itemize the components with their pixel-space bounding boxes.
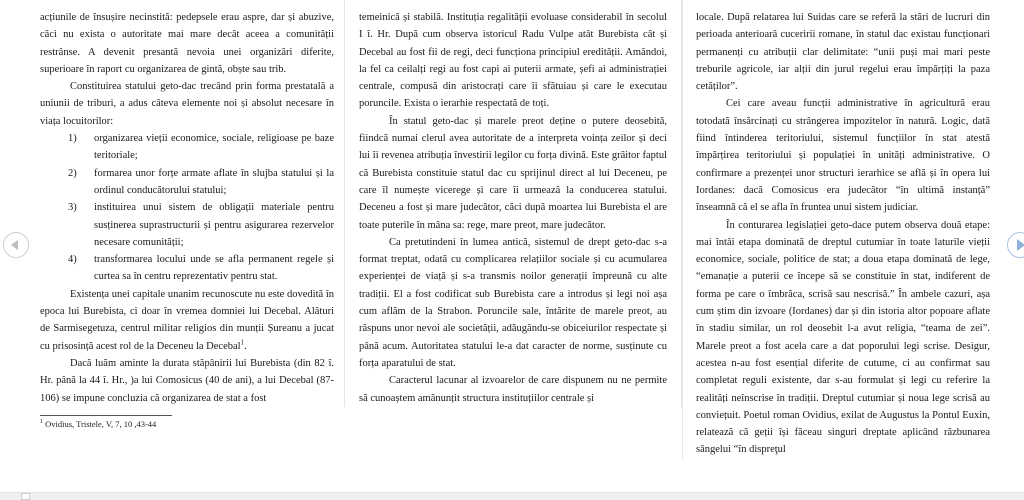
list-number: 2) [68, 167, 77, 179]
paragraph-text: Existența unei capitale unanim recunoscute nu este dovedită în epoca lui Burebista, ci doar în vremea domniei lui Decebal. Alături de Sarmisegetuza, centrul militar religios din munții Șureanu a jucat cu prisosință acest rol de la Deceneu la Decebal [40, 288, 334, 352]
scrollbar-handle[interactable] [21, 493, 30, 500]
page-middle-body [359, 0, 667, 407]
paragraph: Ca pretutindeni în lumea antică, sistemul de drept geto-dac s-a format treptat, odată cu complicarea relațiilor sociale și cu acumularea experienței de viață și s-a transmis noilor generații împreună cu alte tradiții. El a fost codificat sub Burebista care a introdus și legi noi așa cum aflăm de la Strabon. Poruncile sale, întărite de marele preot, au răspuns unor nevoi ale societății, adăugându-se obiceiurilor respectate și până acum. Autoritatea statului le-a dat caracter de norme, susținute cu forța aparatului de stat. [359, 236, 667, 369]
page-right [682, 0, 1004, 459]
chevron-right-icon [1017, 239, 1024, 251]
list-item-text: organizarea vieții economice, sociale, religioase pe baze teritoriale; [94, 133, 334, 162]
page-middle [344, 0, 682, 407]
list-item-text: instituirea unui sistem de obligații materiale pentru susținerea suprastructurii și pentru asigurarea rezervelor necesare comunității; [94, 202, 334, 248]
horizontal-scrollbar[interactable] [0, 492, 1024, 500]
footnote-number: 1 [40, 419, 43, 425]
footnote-reference[interactable]: 1 [240, 338, 245, 347]
chevron-left-icon [11, 240, 18, 250]
list-item [40, 165, 334, 200]
paragraph: Constituirea statului geto-dac trecând prin forma prestatală a uniunii de triburi, a adus câteva elemente noi și absolut necesare în viața locuitorilor: [40, 81, 334, 127]
list-number: 3) [68, 202, 77, 214]
footnote [40, 419, 334, 430]
list-item-text: transformarea locului unde se afla permanent regele și curtea sa în centru reprezentativ pentru stat. [94, 254, 334, 283]
list-item-text: formarea unor forțe armate aflate în slujba statului și la ordinul conducătorului statului; [94, 167, 334, 196]
footnote-text: Ovidius, Tristele, V, 7, 10 ,43-44 [45, 418, 157, 429]
paragraph: Caracterul lacunar al izvoarelor de care dispunem nu ne permite să cunoaștem amănunțit structura instituțiilor centrale și [359, 375, 667, 404]
paragraph: locale. După relatarea lui Suidas care se referă la stări de lucruri din perioada anterioară cuceririi romane, în statul dac existau funcționari permanenți cu atribuții clar delimitate: “unii puși mai mari peste treburile agricole, iar alții din jurul regelui erau împărțiți la paza cetăților”. [696, 12, 990, 93]
paragraph: Dacă luăm aminte la durata stăpânirii lui Burebista (din 82 î. Hr. până la 44 î. Hr., )a lui Comosicus (40 de ani), a lui Decebal (87-106) se impune concluzia că organizarea de stat a fost [40, 357, 334, 404]
footnote-area [40, 415, 334, 430]
paragraph: În conturarea legislației geto-dace putem observa două etape: mai întâi etapa dominată de dreptul cutumiar în toate laturile vieții economice, sociale, politice de stat; a doua etapa dominată de lege, “emanație a puterii ce începe să se constituie în stat, indiferent de forma pe care o îmbrăca, scrisă sau nescrisă.” În ambele cazuri, așa cum știm din izvoare (Iordanes) dar și din istoria altor popoare aflate în stadiu similar, un rol deosebit l-a avut religia, “teama de zei”. Marele preot a fost acela care a dat poporului legi scrise. Desigur, acestea n-au fost esențial diferite de cutume, ci au confirmat sau completat reguli existente, dar s-au formulat și legi cu referire la realități neînscrise în tradiții. Dreptul cutumiar și noua lege scrisă au conviețuit. Poetul roman Ovidius, exilat de Augustus la Pontul Euxin, relatează că geții își făceau singuri dreptate aplicând răzbunarea sângelui “în dispreţul [696, 219, 990, 456]
paragraph: acțiunile de însușire necinstită: pedepsele erau aspre, dar și abuzive, căci nu exista o autoritate mai mare decât aceea a comunității restrânse. A devenit presantă nevoia unei organizări diferite, superioare în raport cu organizarea de gintă, obște sau trib. [40, 12, 334, 75]
paragraph: În statul geto-dac și marele preot deține o putere deosebită, fiindcă numai clerul avea autoritate de a interpreta voința zeilor și deci lui îi revenea atribuția învestirii legilor cu forța divină. Este grăitor faptul că Burebista constituie statul dac cu sprijinul direct al lui Deceneu, pe care îl numește vicerege și care îi urmează la conducerea statului. Deceneu a fost și mare judecător, căci după moartea lui Burebista el are toate puterile în mâna sa: rege, mare preot, mare judecător. [359, 115, 667, 231]
list-number: 1) [68, 133, 77, 145]
list-item [40, 130, 334, 165]
list-item [40, 199, 334, 251]
footnote-separator [40, 415, 172, 416]
page-left [40, 0, 334, 430]
list-item [40, 251, 334, 286]
paragraph: Cei care aveau funcții administrative în agricultură erau totodată însărcinați cu strângerea impozitelor în natură. Logic, dată fiind întinderea teritoriului, sistemul funcțiilor în stat atestă împărțirea teritoriului și populației în unități administrative. O confirmare a prezenței unor structuri ierarhice se află și în opera lui Iordanes: dacă Comosicus era judecător “în ultimă instanță” înseamnă că el se afla în fruntea unui sistem judiciar. [696, 98, 990, 214]
page-right-body [696, 0, 990, 459]
numbered-list [40, 130, 334, 286]
paragraph: Existența unei capitale unanim recunoscute nu este dovedită în epoca lui Burebista, ci doar în vremea domniei lui Decebal. Alături de Sarmisegetuza, centrul militar religios din munții Șureanu a jucat cu prisosință acest rol de la Deceneu la Decebal$^1$. [40, 288, 334, 352]
next-page-button[interactable] [1007, 232, 1024, 258]
list-number: 4) [68, 254, 77, 266]
previous-page-button[interactable] [3, 232, 29, 258]
page-left-body [40, 0, 334, 407]
paragraph: temeinică și stabilă. Instituția regalității evoluase considerabil în secolul I î. Hr. După cum observa istoricul Radu Vulpe atât Burebista cât și Decebal au fost fii de regi, deci funcționa principiul eredității. Amândoi, la fel ca ceilalți regi au fost capi ai puterii armate, șefi ai administrației centrale, compusă din aristocrați care îi sfătuiau și care le executau poruncile. Exista o ierarhie respectată de toți. [359, 12, 667, 110]
